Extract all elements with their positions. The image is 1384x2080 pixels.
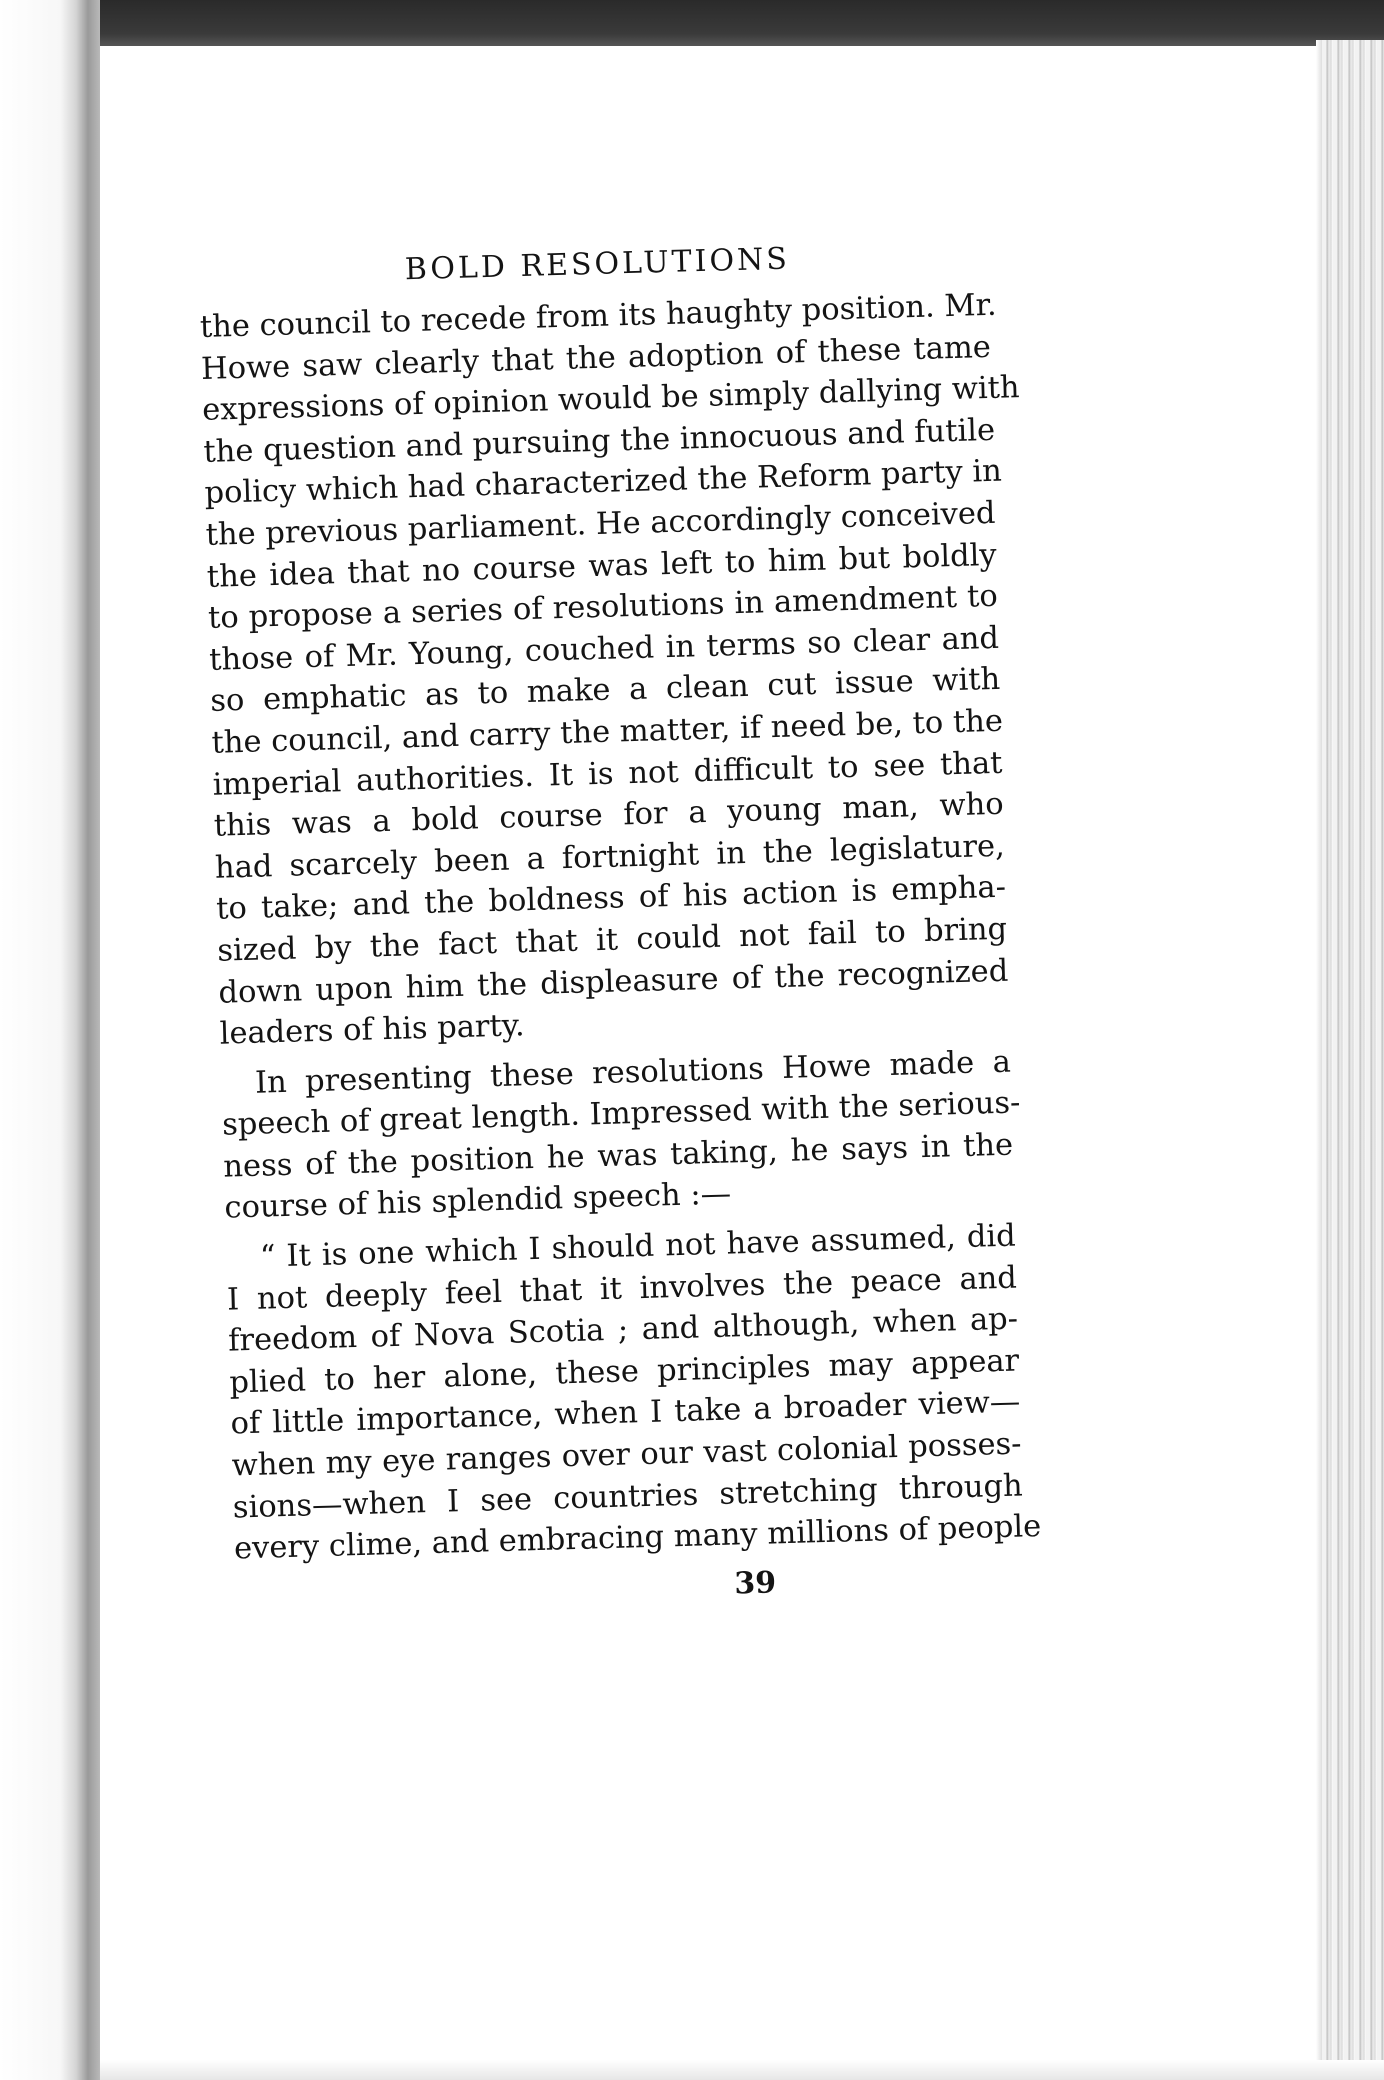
text-line: sions—when I see countries stretching through	[232, 1468, 1024, 1526]
text-line: the question and pursuing the innocuous and futile	[202, 412, 996, 470]
paragraph-1	[199, 285, 1021, 1055]
text-line: “ It is one which I should not have assumed, did	[259, 1218, 1017, 1275]
text-line: of little importance, when I take a broader view—	[230, 1384, 1021, 1442]
text-line: ness of the position he was taking, he says in the	[222, 1127, 1014, 1185]
text-line: this was a bold course for a young man, who	[213, 786, 1005, 844]
text-line: those of Mr. Young, couched in terms so clear and	[208, 620, 1000, 678]
book-gutter	[0, 0, 100, 2080]
text-line: the previous parliament. He accordingly conceived	[205, 495, 996, 553]
page-text-block	[198, 236, 1042, 1615]
text-line: to take; and the boldness of his action is empha-	[215, 870, 1007, 928]
text-line: I not deeply feel that it involves the peace and	[226, 1260, 1018, 1318]
text-line: sized by the fact that it could not fail to bring	[216, 911, 1008, 969]
text-line: plied to her alone, these principles may appear	[228, 1343, 1020, 1401]
text-line: when my eye ranges over our vast colonial posses-	[231, 1426, 1022, 1484]
paragraph-2	[220, 1041, 1021, 1229]
text-line: imperial authorities. It is not difficult to see that	[212, 745, 1003, 803]
text-line: leaders of his party.	[219, 1008, 526, 1052]
page-bottom-edge	[100, 2060, 1384, 2080]
paragraph-3-quotation	[225, 1216, 1042, 1571]
text-line: the idea that no course was left to him but boldly	[206, 537, 998, 595]
text-line: so emphatic as to make a clean cut issue with	[209, 662, 1001, 720]
text-line: the council to recede from its haughty position. Mr.	[199, 287, 998, 345]
running-head: BOLD RESOLUTIONS	[404, 241, 791, 288]
text-line: down upon him the displeasure of the recognized	[218, 953, 1009, 1011]
page-number: 39	[733, 1565, 777, 1602]
text-line: speech of great length. Impressed with the serious-	[221, 1085, 1021, 1143]
text-line: In presenting these resolutions Howe made a	[254, 1044, 1012, 1101]
text-line: freedom of Nova Scotia ; and although, when ap-	[227, 1301, 1019, 1359]
stacked-page-edges	[1322, 40, 1384, 2080]
text-line: had scarcely been a fortnight in the legislature,	[214, 828, 1006, 886]
text-line: course of his splendid speech :—	[224, 1176, 732, 1227]
text-line: the council, and carry the matter, if need be, to the	[211, 703, 1004, 761]
text-line: to propose a series of resolutions in amendment to	[207, 578, 999, 637]
text-line: expressions of opinion would be simply dallying with	[201, 370, 1021, 429]
scan-top-edge	[0, 0, 1384, 48]
text-line: policy which had characterized the Reform party in	[204, 454, 1003, 512]
text-line: every clime, and embracing many millions of people	[233, 1509, 1042, 1567]
text-line: Howe saw clearly that the adoption of these tame	[200, 329, 992, 387]
